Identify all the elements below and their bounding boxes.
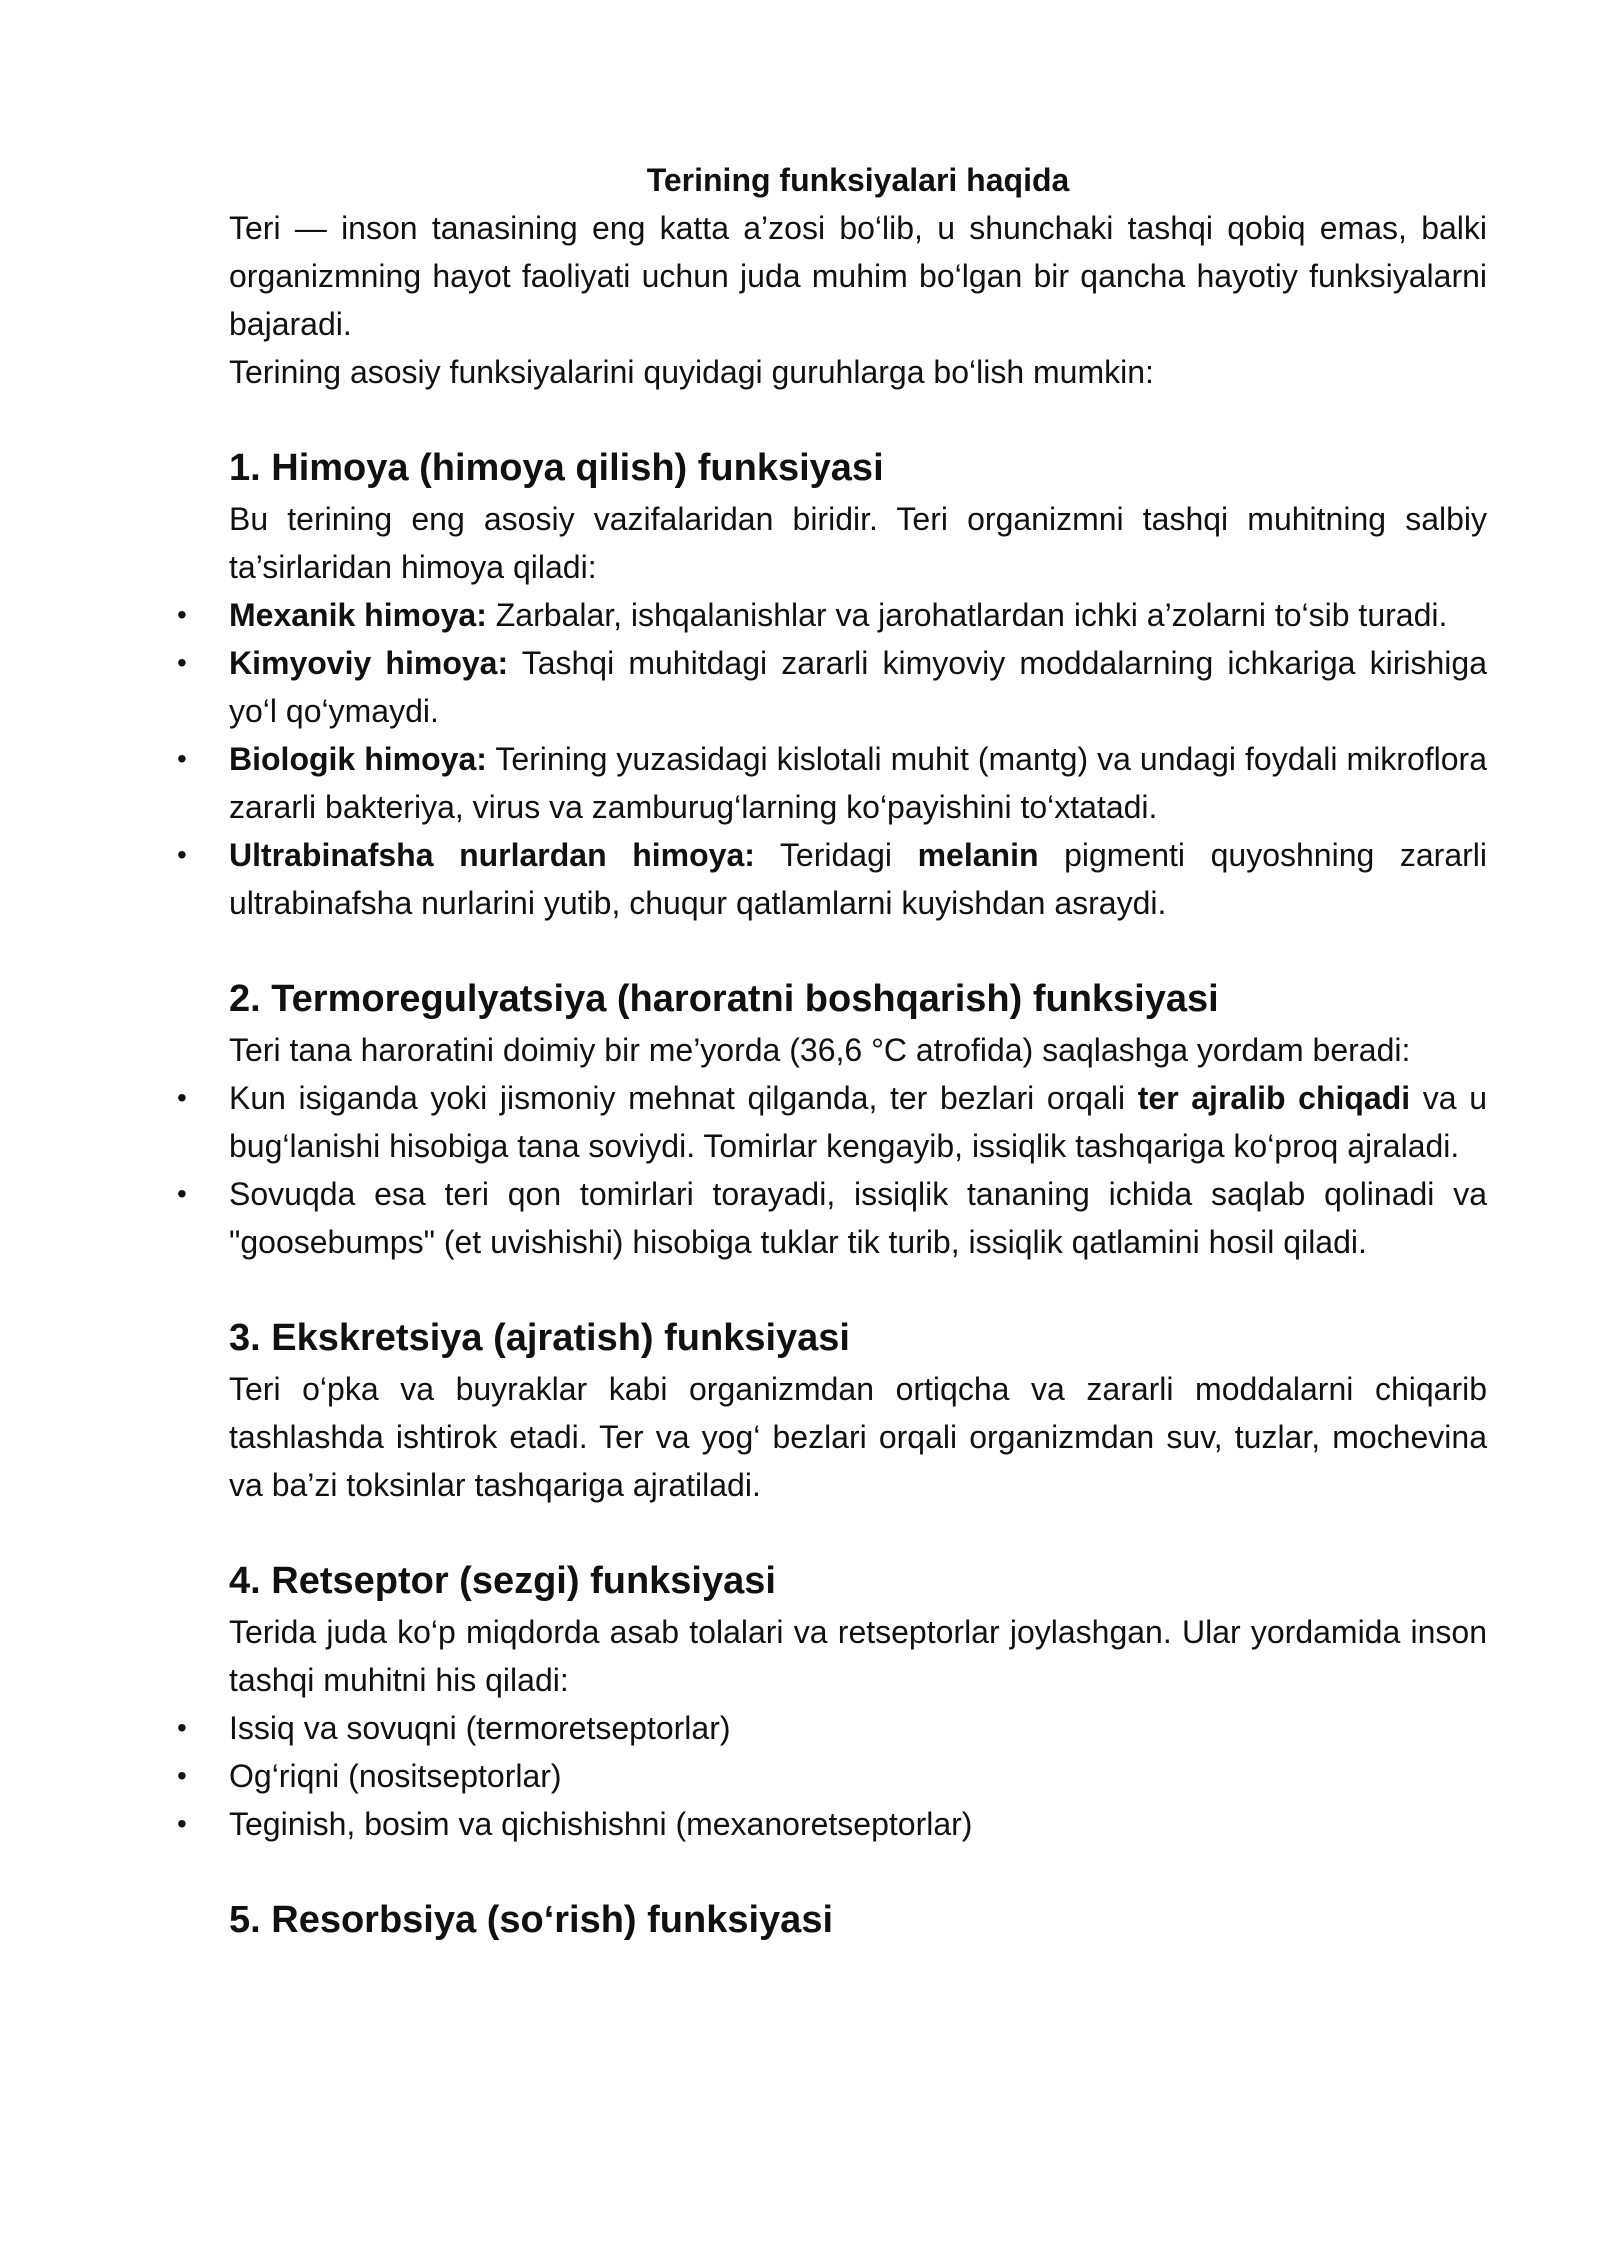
list-item <box>177 591 1487 639</box>
intro-lead-paragraph: Terining asosiy funksiyalarini quyidagi guruhlarga bo‘lish mumkin: <box>229 354 1154 390</box>
list-item <box>177 1704 1487 1752</box>
item-text: Og‘riqni (nositseptorlar) <box>229 1758 562 1794</box>
item-text: pigmenti quyoshning zararli ultrabinafsha nurlarini yutib, chuqur qatlamlarni kuyishdan asraydi. <box>229 837 1488 921</box>
list-item <box>177 735 1488 831</box>
section-receptor <box>177 1554 1487 1848</box>
item-text: Sovuqda esa teri qon tomirlari torayadi, issiqlik tananing ichida saqlab qolinadi va "goosebumps" (et uvishishi) hisobiga tuklar tik turib, issiqlik qatlamini hosil qiladi. <box>229 1176 1487 1260</box>
item-term: Mexanik himoya: <box>229 597 487 633</box>
section-paragraph: Terida juda ko‘p miqdorda asab tolalari va retseptorlar joylashgan. Ular yordamida inson tashqi muhitni his qiladi: <box>229 1614 1487 1698</box>
item-text: Teridagi <box>754 837 918 873</box>
bullet-list <box>177 591 1488 927</box>
bullet-icon: • <box>177 1178 187 1209</box>
item-text: Zarbalar, ishqalanishlar va jarohatlardan ichki a’zolarni to‘sib turadi. <box>486 597 1448 633</box>
section-heading: 4. Retseptor (sezgi) funksiyasi <box>229 1560 776 1602</box>
list-item <box>177 1752 1487 1800</box>
item-text: va u bug‘lanishi hisobiga tana soviydi. Tomirlar kengayib, issiqlik tashqariga ko‘proq ajraladi. <box>229 1080 1488 1164</box>
section-thermoregulation <box>177 972 1488 1266</box>
bullet-icon: • <box>177 839 187 870</box>
item-emphasis: melanin <box>917 837 1039 873</box>
list-item <box>177 1074 1488 1170</box>
item-text: Teginish, bosim va qichishishni (mexanoretseptorlar) <box>229 1806 973 1842</box>
document-body <box>177 156 1488 1947</box>
bullet-icon: • <box>177 647 187 678</box>
bullet-icon: • <box>177 599 187 630</box>
list-item <box>177 1800 1487 1848</box>
bullet-icon: • <box>177 743 187 774</box>
section-heading: 3. Ekskretsiya (ajratish) funksiyasi <box>229 1317 850 1359</box>
section-heading: 5. Resorbsiya (so‘rish) funksiyasi <box>229 1899 834 1941</box>
item-term: Biologik himoya: <box>229 741 487 777</box>
item-term: Kimyoviy himoya: <box>229 645 509 681</box>
bullet-list <box>177 1074 1488 1266</box>
bullet-icon: • <box>177 1760 187 1791</box>
item-text: Kun isiganda yoki jismoniy mehnat qilganda, ter bezlari orqali <box>229 1080 1138 1116</box>
intro-paragraph: Teri — inson tanasining eng katta a’zosi bo‘lib, u shunchaki tashqi qobiq emas, balki organizmning hayot faoliyati uchun juda muhim bo‘lgan bir qancha hayotiy funksiyalarni bajaradi. <box>229 210 1487 342</box>
item-term: Ultrabinafsha nurlardan himoya: <box>229 837 755 873</box>
section-paragraph: Bu terining eng asosiy vazifalaridan biridir. Teri organizmni tashqi muhitning salbiy ta’sirlaridan himoya qiladi: <box>229 501 1487 585</box>
list-item <box>177 639 1488 735</box>
section-resorption <box>229 1893 1487 1947</box>
section-paragraph: Teri o‘pka va buyraklar kabi organizmdan ortiqcha va zararli moddalarni chiqarib tashlashda ishtirok etadi. Ter va yog‘ bezlari orqali organizmdan suv, tuzlar, mochevina va ba’zi toksinlar tashqariga ajratiladi. <box>229 1371 1487 1503</box>
item-text: Tashqi muhitdagi zararli kimyoviy moddalarning ichkariga kirishiga yo‘l qo‘ymaydi. <box>229 645 1488 729</box>
section-paragraph: Teri tana haroratini doimiy bir me’yorda (36,6 °C atrofida) saqlashga yordam beradi: <box>229 1032 1411 1068</box>
document-title: Terining funksiyalari haqida <box>646 162 1070 198</box>
item-emphasis: ter ajralib chiqadi <box>1137 1080 1411 1116</box>
bullet-icon: • <box>177 1082 187 1113</box>
section-heading: 1. Himoya (himoya qilish) funksiyasi <box>229 447 884 489</box>
item-text: Issiq va sovuqni (termoretseptorlar) <box>229 1710 731 1746</box>
list-item <box>177 1170 1487 1266</box>
section-protection <box>177 441 1488 927</box>
list-item <box>177 831 1488 927</box>
bullet-icon: • <box>177 1808 187 1839</box>
bullet-icon: • <box>177 1712 187 1743</box>
section-heading: 2. Termoregulyatsiya (haroratni boshqarish) funksiyasi <box>229 978 1219 1020</box>
item-text: Terining yuzasidagi kislotali muhit (mantg) va undagi foydali mikroflora zararli bakteriya, virus va zamburug‘larning ko‘payishini to‘xtatadi. <box>229 741 1488 825</box>
section-excretion <box>229 1311 1487 1509</box>
bullet-list <box>177 1704 1487 1848</box>
